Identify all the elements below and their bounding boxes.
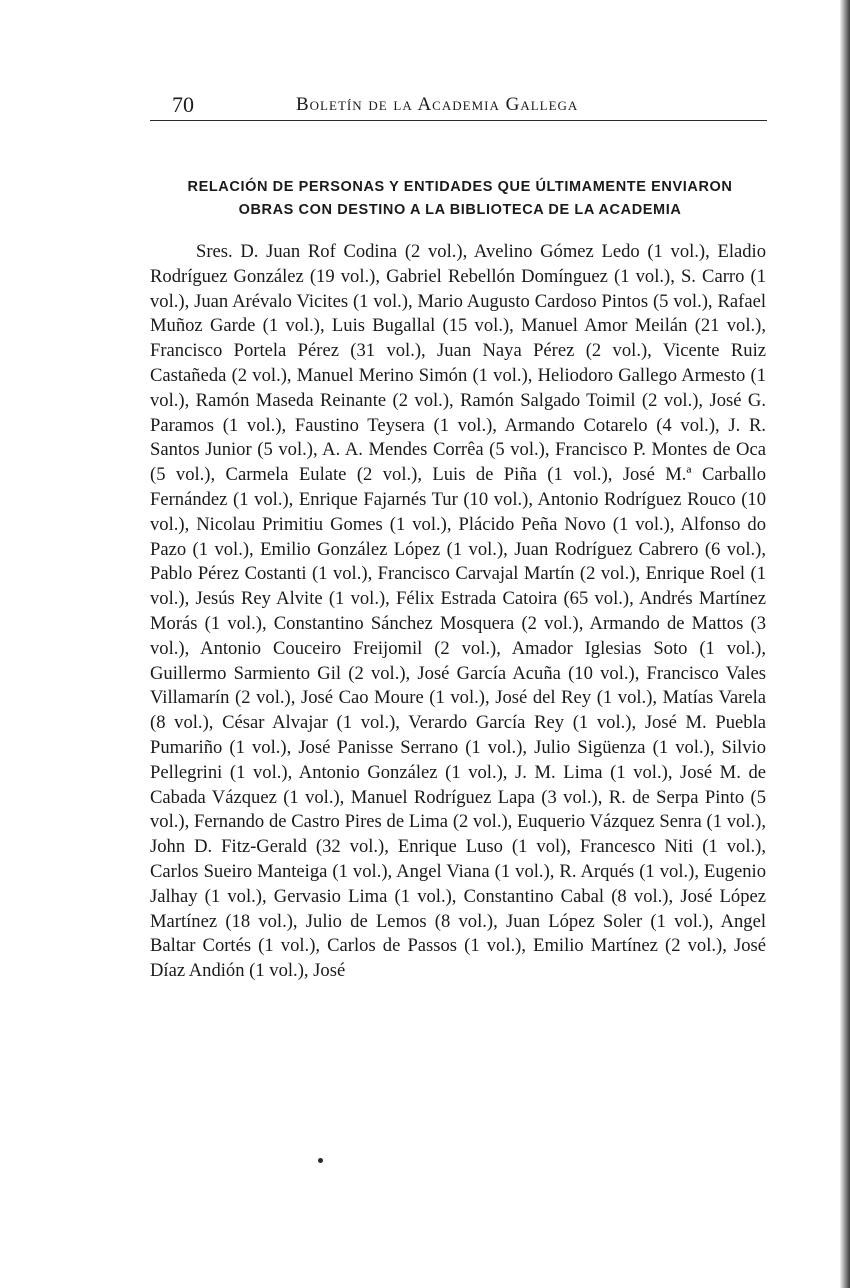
section-heading-line-1: RELACIÓN DE PERSONAS Y ENTIDADES QUE ÚLTIMAMENTE ENVIARON <box>187 179 733 195</box>
running-head <box>150 86 767 121</box>
page-number: 70 <box>172 92 194 117</box>
journal-title: Boletín de la Academia Gallega <box>296 94 579 115</box>
section-heading-line-2: OBRAS CON DESTINO A LA BIBLIOTECA DE LA ACADEMIA <box>238 202 682 218</box>
page-mark <box>318 1158 323 1163</box>
page-edge-shadow <box>840 0 850 1288</box>
section-heading <box>140 176 780 222</box>
donor-list-paragraph: Sres. D. Juan Rof Codina (2 vol.), Avelino Gómez Ledo (1 vol.), Eladio Rodríguez González (19 vol.), Gabriel Rebellón Domínguez (1 vol.), S. Carro (1 vol.), Juan Arévalo Vicites (1 vol.), Mario Augusto Cardoso Pintos (5 vol.), Rafael Muñoz Garde (1 vol.), Luis Bugallal (15 vol.), Manuel Amor Meilán (21 vol.), Francisco Portela Pérez (31 vol.), Juan Naya Pérez (2 vol.), Vicente Ruiz Castañeda (2 vol.), Manuel Merino Simón (1 vol.), Heliodoro Gallego Armesto (1 vol.), Ramón Maseda Reinante (2 vol.), Ramón Salgado Toimil (2 vol.), José G. Paramos (1 vol.), Faustino Teysera (1 vol.), Armando Cotarelo (4 vol.), J. R. Santos Junior (5 vol.), A. A. Mendes Corrêa (5 vol.), Francisco P. Montes de Oca (5 vol.), Carmela Eulate (2 vol.), Luis de Piña (1 vol.), José M.ª Carballo Fernández (1 vol.), Enrique Fajarnés Tur (10 vol.), Antonio Rodríguez Rouco (10 vol.), Nicolau Primitiu Gomes (1 vol.), Plácido Peña Novo (1 vol.), Alfonso do Pazo (1 vol.), Emilio González López (1 vol.), Juan Rodríguez Cabrero (6 vol.), Pablo Pérez Costanti (1 vol.), Francisco Carvajal Martín (2 vol.), Enrique Roel (1 vol.), Jesús Rey Alvite (1 vol.), Félix Estrada Catoira (65 vol.), Andrés Martínez Morás (1 vol.), Constantino Sánchez Mosquera (2 vol.), Armando de Mattos (3 vol.), Antonio Couceiro Freijomil (2 vol.), Amador Iglesias Soto (1 vol.), Guillermo Sarmiento Gil (2 vol.), José García Acuña (10 vol.), Francisco Vales Villamarín (2 vol.), José Cao Moure (1 vol.), José del Rey (1 vol.), Matías Varela (8 vol.), César Alvajar (1 vol.), Verardo García Rey (1 vol.), José M. Puebla Pumariño (1 vol.), José Panisse Serrano (1 vol.), Julio Sigüenza (1 vol.), Silvio Pellegrini (1 vol.), Antonio González (1 vol.), J. M. Lima (1 vol.), José M. de Cabada Vázquez (1 vol.), Manuel Rodríguez Lapa (3 vol.), R. de Serpa Pinto (5 vol.), Fernando de Castro Pires de Lima (2 vol.), Euquerio Vázquez Senra (1 vol.), John D. Fitz-Gerald (32 vol.), Enrique Luso (1 vol), Francesco Niti (1 vol.), Carlos Sueiro Manteiga (1 vol.), Angel Viana (1 vol.), R. Arqués (1 vol.), Eugenio Jalhay (1 vol.), Gervasio Lima (1 vol.), Constantino Cabal (8 vol.), José López Martínez (18 vol.), Julio de Lemos (8 vol.), Juan López Soler (1 vol.), Angel Baltar Cortés (1 vol.), Carlos de Passos (1 vol.), Emilio Martínez (2 vol.), José Díaz Andión (1 vol.), José <box>150 241 766 982</box>
